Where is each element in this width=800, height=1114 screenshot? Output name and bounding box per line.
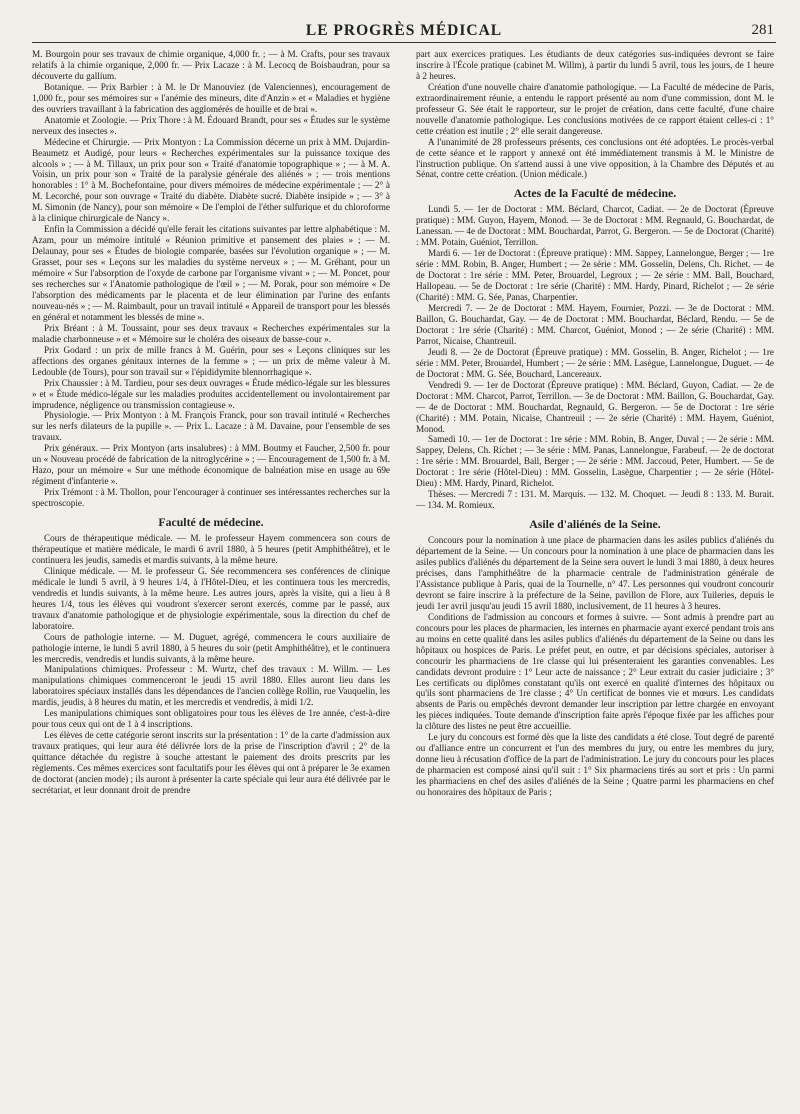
paragraph: A l'unanimité de 28 professeurs présents, ces conclusions ont été adoptées. Le procès-verbal de cette séance et le rapport y annexé ont été immédiatement transmis à M. le Ministre de l'instruction publique. On s'attend aussi à une vive opposition, à la Chambre des Députés et au Sénat, contre cette création. (Union médicale.)	[416, 136, 774, 180]
paragraph: Prix Chaussier : à M. Tardieu, pour ses deux ouvrages « Étude médico-légale sur les blessures » et « Étude médico-légale sur les maladies produites accidentellement ou involontairement par imprudence, négligence ou transmission contagieuse ».	[32, 377, 390, 410]
paragraph: Concours pour la nomination à une place de pharmacien dans les asiles publics d'aliénés du département de la Seine. — Un concours pour la nomination à une place de pharmacien dans les asiles publics d'aliénés du département de la Seine sera ouvert le lundi 3 mai 1880, à deux heures précises, dans l'amphithéâtre de la pharmacie centrale de l'administration générale de l'Assistance publique à Paris, quai de la Tournelle, n° 47. Les personnes qui voudront concourir devront se faire inscrire à la préfecture de la Seine, pavillon de Flore, aux Tuileries, depuis le jeudi 1er avril jusqu'au jeudi 15 avril 1880, inclusivement, de 11 heures à 3 heures.	[416, 535, 774, 611]
paragraph: Samedi 10. — 1er de Doctorat : 1re série : MM. Robin, B. Anger, Duval ; — 2e série : MM. Sappey, Delens, Ch. Richet ; — 3e série : MM. Panas, Lannelongue, Farabeuf. — 2e de doctorat : 1re série : MM. Brouardel, Ball, Berger ; — 2e série : MM. Jaccoud, Peter, Humbert. — 5e de Doctorat : 1re série (Hôtel-Dieu) : MM. Gosselin, Lasègue, Charpentier ; — 2e série (Hôtel-Dieu) : MM. Hardy, Pinard, Richelot.	[416, 434, 774, 489]
paragraph: Jeudi 8. — 2e de Doctorat (Épreuve pratique) : MM. Gosselin, B. Anger, Richelot ; — 1re série : MM. Peter, Brouardel, Humbert ; — 2e série : MM. Lasègue, Lannelongue, Duguet. — 4e de Doctorat : MM. G. Sée, Bouchard, Lancereaux.	[416, 346, 774, 379]
paragraph: Clinique médicale. — M. le professeur G. Sée recommencera ses conférences de clinique médicale le lundi 5 avril, à 9 heures 1/4, à l'Hôtel-Dieu, et les continuera tous les mercredis, vendredis et lundis suivants, à la même heure. Les autres jours, après la visite, qui a lieu à 8 heures 1/4, tous les élèves qui voudront s'exercer seront exercés, comme par le passé, aux travaux d'anatomie pathologique et de physiologie expérimentale, sous la direction du chef de laboratoire.	[32, 565, 390, 631]
section-heading-actes: Actes de la Faculté de médecine.	[513, 186, 677, 201]
paragraph: Prix Godard : un prix de mille francs à M. Guérin, pour ses « Leçons cliniques sur les affections des organes génitaux internes de la femme » ; — un prix de même valeur à M. Ledouble (de Tours), pour son travail sur « l'épididymite blennorrhagique ».	[32, 344, 390, 377]
paragraph: Les élèves de cette catégorie seront inscrits sur la présentation : 1° de la carte d'admission aux travaux pratiques, qui leur aura été délivrée lors de la prise de l'inscription d'avril ; 2° de la quittance détachée du registre à souche attestant le paiement des droits prescrits par les règlements. Ces mêmes exercices sont facultatifs pour les élèves qui ont à préparer le 3e examen de doctorat (ancien mode) ; ils auront à présenter la carte spéciale qui leur aura été délivrée par le secrétariat, et leur donnant droit de prendre	[32, 730, 390, 795]
journal-title: LE PROGRÈS MÉDICAL	[305, 22, 503, 39]
paragraph: Lundi 5. — 1er de Doctorat : MM. Béclard, Charcot, Cadiat. — 2e de Doctorat (Épreuve pratique) : MM. Guyon, Hayem, Monod. — 3e de Doctorat : MM. Regnauld, G. Bouchardat, de Lanessan. — 4e de Doctorat : MM. Bouchardat, Parrot, G. Bergeron. — 5e de Doctorat (Charité) : MM. Potain, Guéniot, Terrillon.	[416, 204, 774, 248]
paragraph: Prix Trémont : à M. Thollon, pour l'encourager à continuer ses intéressantes recherches sur la spectroscopie.	[32, 487, 390, 509]
section-heading-faculte: Faculté de médecine.	[158, 515, 264, 530]
paragraph: Les manipulations chimiques sont obligatoires pour tous les élèves de 1re année, c'est-à-dire pour tous ceux qui ont de 1 à 4 inscriptions.	[32, 708, 390, 730]
paragraph: Enfin la Commission a décidé qu'elle ferait les citations suivantes par lettre alphabétique : M. Azam, pour un mémoire intitulé « Réunion primitive et pansement des plaies » ; — M. Delaunay, pour ses « Études de biologie comparée, basées sur l'évolution organique » ; — M. Grasset, pour ses « Leçons sur les maladies du système nerveux » ; — M. Gréhant, pour un mémoire « Sur l'absorption de l'oxyde de carbone par l'organisme vivant » ; — M. Poncet, pour ses recherches sur « l'Anatomie pathologique de l'œil » ; — M. Porak, pour son mémoire « De l'absorption des médicaments par le placenta et de leur élimination par l'urine des enfants nouveau-nés » ; — M. Raimbault, pour un travail intitulé « Appareil de transport pour les blessés en général et notamment les blessés de mine ».	[32, 224, 390, 322]
paragraph: Médecine et Chirurgie. — Prix Montyon : La Commission décerne un prix à MM. Dujardin-Beaumetz et Audigé, pour leurs « Recherches expérimentales sur la puissance toxique des alcools » ; — à M. Tillaux, un prix pour son « Traité d'anatomie topographique » ; — à M. A. Voisin, un prix pour son « Traité de la paralysie générale des aliénés » ; — trois mentions honorables : 1° à M. Bochefontaine, pour divers mémoires de médecine expérimentale ; — 2° à M. Lecorché, pour son ouvrage « Traité du diabète. Diabète sucré. Diabète insipide » ; — 3° à M. Simonin (de Nancy), pour son mémoire « De l'emploi de l'éther sulfurique et du chloroforme à la clinique chirurgicale de Nancy ».	[32, 136, 390, 224]
paragraph: Prix Bréant : à M. Toussaint, pour ses deux travaux « Recherches expérimentales sur la maladie charbonneuse » et « Mémoire sur le choléra des oiseaux de basse-cour ».	[32, 322, 390, 344]
paragraph: Physiologie. — Prix Montyon : à M. François Franck, pour son travail intitulé « Recherches sur les nerfs dilateurs de la pupille ». — Prix L. Lacaze : à M. Davaine, pour l'ensemble de ses travaux.	[32, 410, 390, 443]
paragraph: Mercredi 7. — 2e de Doctorat : MM. Hayem, Fournier, Pozzi. — 3e de Doctorat : MM. Baillon, G. Bouchardat, Gay. — 4e de Doctorat : MM. Bouchardat, Béclard, Rendu. — 5e de Doctorat : 1re série (Charité) : MM. Charcot, Guéniot, Monod ; — 2e série (Charité) : MM. Parrot, Nicaise, Chantreuil.	[416, 303, 774, 346]
paragraph: Cours de pathologie interne. — M. Duguet, agrégé, commencera le cours auxiliaire de pathologie interne, le lundi 5 avril 1880, à 5 heures du soir (petit Amphithéâtre), et le continuera les mercredis, vendredis et lundis suivants, à la même heure.	[32, 631, 390, 664]
paragraph: Mardi 6. — 1er de Doctorat : (Épreuve pratique) : MM. Sappey, Lannelongue, Berger ; — 1re série : MM. Robin, B. Anger, Humbert ; — 2e série : MM. Gosselin, Delens, Ch. Richet. — 4e de Doctorat : 1re série : MM. Peter, Brouardel, Legroux ; — 2e série : MM. Ball, Bouchard, Hallopeau. — 5e de Doctorat : 1re série (Charité) : MM. Hardy, Pinard, Richelot ; — 2e série (Charité) : MM. G. Sée, Panas, Charpentier.	[416, 248, 774, 303]
paragraph: Création d'une nouvelle chaire d'anatomie pathologique. — La Faculté de médecine de Paris, extraordinairement réunie, a entendu le rapport présenté au nom d'une commission, dont M. le professeur G. Sée était le rapporteur, sur le projet de création, dans cette faculté, d'une chaire nouvelle d'anatomie pathologique. Les conclusions motivées de ce rapport étaient celles-ci : 1° cette création est inutile ; 2° elle serait dangereuse.	[416, 81, 774, 136]
left-column	[32, 49, 390, 1107]
page-number: 281	[751, 22, 774, 38]
paragraph: Manipulations chimiques. Professeur : M. Wurtz, chef des travaux : M. Willm. — Les manipulations chimiques commenceront le jeudi 15 avril 1880. Elles auront lieu dans les laboratoires spéciaux installés dans les dépendances de l'ancien collège Rollin, rue Vauquelin, les mardis, jeudis, à 8 heures du matin, et les mercredis et vendredis, à midi 1/2.	[32, 664, 390, 708]
paragraph: part aux exercices pratiques. Les étudiants de deux catégories sus-indiquées devront se faire inscrire à l'École pratique (cabinet M. Willm), à partir du lundi 5 avril, tous les jours, de 1 heure à 2 heures.	[416, 49, 774, 81]
paragraph: Botanique. — Prix Barbier : à M. le Dr Manouviez (de Valenciennes), encouragement de 1,000 fr., pour ses mémoires sur « l'anémie des mineurs, dite d'Anzin » et « Maladies et hygiène des ouvriers travaillant à la fabrication des agglomérés de houille et de brai ».	[32, 81, 390, 114]
paragraph: Prix généraux. — Prix Montyon (arts insalubres) : à MM. Boutmy et Faucher, 2,500 fr. pour un « Nouveau procédé de fabrication de la nitroglycérine » ; — Encouragement de 1,500 fr. à M. Hazo, pour un mémoire « Sur une méthode économique de balnéation mise en usage au 69e régiment d'infanterie ».	[32, 443, 390, 487]
paragraph: Vendredi 9. — 1er de Doctorat (Épreuve pratique) : MM. Béclard, Guyon, Cadiat. — 2e de Doctorat : MM. Charcot, Parrot, Terrillon. — 3e de Doctorat : MM. Baillon, G. Bouchardat, Gay. — 4e de Doctorat : MM. Bouchardat, Regnauld, G. Bergeron. — 5e de Doctorat : 1re série (Charité) : MM. Potain, Nicaise, Chantreuil ; — 2e série (Charité) : MM. Hayem, Guéniot, Monod.	[416, 379, 774, 434]
paragraph: Cours de thérapeutique médicale. — M. le professeur Hayem commencera son cours de thérapeutique et matière médicale, le mardi 6 avril 1880, à 5 heures (petit Amphithéâtre), et le continuera les jeudis, samedis et mardis suivants, à la même heure.	[32, 533, 390, 565]
paragraph: M. Bourgoin pour ses travaux de chimie organique, 4,000 fr. ; — à M. Crafts, pour ses travaux relatifs à la chimie organique, 2,000 fr. — Prix Lacaze : à M. Lecocq de Boisbaudran, pour sa découverte du gallium.	[32, 49, 390, 81]
right-column	[416, 49, 774, 1107]
section-heading-asile: Asile d'aliénés de la Seine.	[529, 517, 661, 532]
paragraph: Anatomie et Zoologie. — Prix Thore : à M. Édouard Brandt, pour ses « Études sur le système nerveux des insectes ».	[32, 114, 390, 136]
paragraph: Conditions de l'admission au concours et formes à suivre. — Sont admis à prendre part au concours pour les places de pharmacien, les internes en pharmacie ayant exercé pendant trois ans au moins en cette qualité dans les asiles publics d'aliénés du département de la Seine ou dans les hôpitaux ou hospices de Paris. Le préfet peut, en outre, et par décisions spéciales, autoriser à concourir les pharmaciens de 1re classe qui lui présenteraient les garanties convenables. Les candidats devront produire : 1° Leur acte de naissance ; 2° Leur extrait du casier judiciaire ; 3° Les certificats ou diplômes constatant qu'ils ont exercé en qualité d'internes des hôpitaux ou qu'ils sont pharmaciens de 1re classe ; 4° Un certificat de bonnes vie et mœurs. Les candidats absents de Paris ou empêchés devront demander leur inscription par lettre chargée en envoyant les pièces indiquées. Toute demande d'inscription faite après l'époque fixée par les affiches pour la clôture des listes ne peut être accueillie.	[416, 611, 774, 732]
paragraph: Thèses. — Mercredi 7 : 131. M. Marquis. — 132. M. Choquet. — Jeudi 8 : 133. M. Burait. — 134. M. Romieux.	[416, 489, 774, 511]
page-header	[32, 22, 776, 43]
paragraph: Le jury du concours est formé dès que la liste des candidats a été close. Tout degré de parenté ou d'alliance entre un concurrent et l'un des membres du jury, ou entre les membres du jury, donne lieu à récusation d'office de la part de l'administration. Le jury du concours pour les places de pharmacien est composé ainsi qu'il suit : 1° Six pharmaciens tirés au sort et pris : Un parmi les pharmaciens en chef des asiles d'aliénés de la Seine ; Quatre parmi les pharmaciens en chef ou honoraires des hôpitaux de Paris ;	[416, 732, 774, 798]
